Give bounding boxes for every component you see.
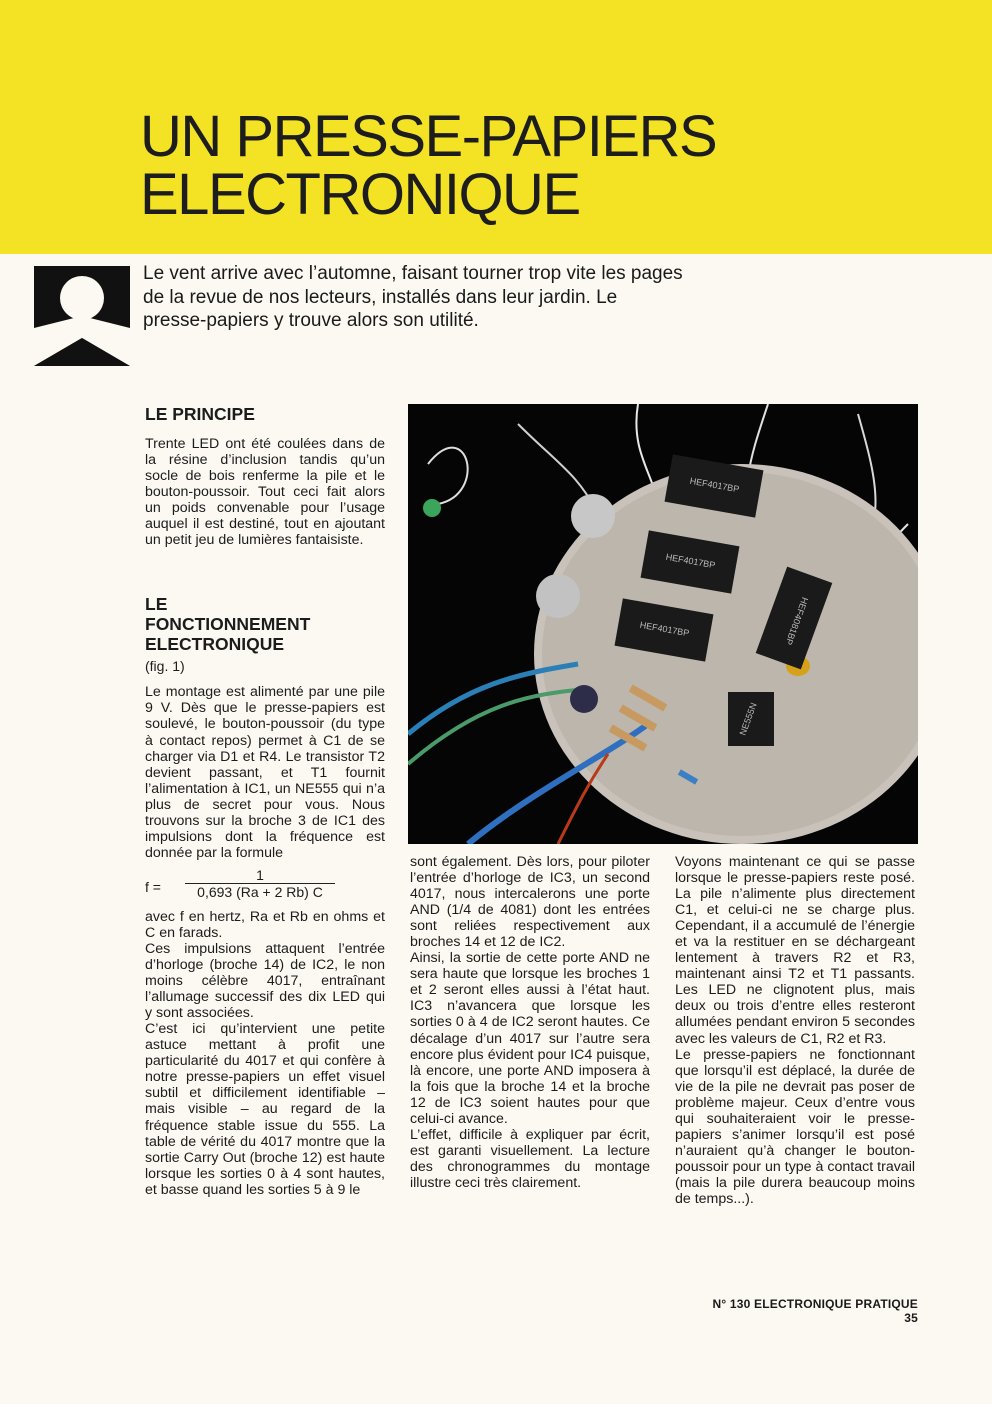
chip-label: HEF4017BP xyxy=(665,551,717,571)
column-2 xyxy=(410,854,650,1191)
chip-label: NE555N xyxy=(737,701,759,737)
formula-denominator: 0,693 (Ra + 2 Rb) C xyxy=(197,883,323,900)
column-1 xyxy=(145,404,385,1198)
heading-fonct-line-2: FONCTIONNEMENT xyxy=(145,614,311,635)
impulsions-paragraph: Ces impulsions attaquent l’entrée d’horloge (broche 14) de IC2, le non moins célèbre 4017, entraînant l’allumage successif des dix LED qui y sont associées. xyxy=(145,940,385,1022)
magazine-logo-icon xyxy=(34,266,130,366)
col2-paragraph-2: Ainsi, la sortie de cette porte AND ne sera haute que lorsque les broches 1 et 2 seront elles aussi à l’état haut. IC3 n’avancera que lorsque les sorties 0 à 4 de IC2 seront hautes. Ce décalage d’un 4017 sur l’autre sera encore plus évident pour IC4 puisque, là encore, une porte AND imposera à la fois que la broche 14 et la broche 12 de IC3 soient hautes pour que celui-ci avance. xyxy=(410,950,650,1127)
heading-fonctionnement xyxy=(145,594,385,654)
title-line-2: ELECTRONIQUE xyxy=(140,162,580,227)
formula-fraction xyxy=(185,867,335,900)
units-paragraph: avec f en hertz, Ra et Rb en ohms et C en farads. xyxy=(145,908,385,941)
column-3 xyxy=(675,854,915,1207)
chip-label: HEF4017BP xyxy=(689,475,741,495)
col3-paragraph-1: Voyons maintenant ce qui se passe lorsque le presse-papiers reste posé. La pile n’alimente plus directement C1, et celui-ci ne se charge plus. Cependant, il a accumulé de l’énergie et va la restituer en se déchargeant lentement à travers R2 et R3, maintenant ainsi T2 et T1 passants. Les LED ne clignotent plus, mais deux ou trois d’entre elles resteront allumées pendant environ 5 secondes avec les valeurs de C1, R2 et R3. xyxy=(675,854,915,1047)
chip-label: HEF4017BP xyxy=(639,619,691,639)
principe-paragraph: Trente LED ont été coulées dans de la résine d’inclusion tandis qu’un socle de bois renferme la pile et le bouton-poussoir. Tout ceci fait alors un poids convenable pour l’usage auquel il est destiné, tout en ajoutant un petit jeu de lumières fantaisiste. xyxy=(145,436,385,549)
figure-reference: (fig. 1) xyxy=(145,658,185,675)
formula-numerator: 1 xyxy=(185,867,335,884)
article-title xyxy=(140,104,717,227)
col3-paragraph-2: Le presse-papiers ne fonctionnant que lorsqu’il est déplacé, la durée de vie de la pile ne devrait pas poser de problème majeur. Ceux d’entre vous qui souhaiteraient voir le presse-papiers s’animer lorsqu’il est posé n’auraient qu’à changer le bouton-poussoir pour un type à contact travail (mais la pile durera beaucoup moins de temps...). xyxy=(675,1046,915,1207)
intro-paragraph: Le vent arrive avec l’automne, faisant tourner trop vite les pages de la revue de nos lecteurs, installés dans leur jardin. Le presse-papiers y trouve alors son utilité. xyxy=(143,263,683,331)
circuit-photo xyxy=(408,404,918,844)
col2-paragraph-3: L’effet, difficile à expliquer par écrit, est garanti visuellement. La lecture des chronogrammes du montage illustre ceci très clairement. xyxy=(410,1126,650,1191)
heading-fonct-line-1: LE xyxy=(145,594,168,615)
heading-fonct-line-3: ELECTRONIQUE xyxy=(145,634,285,655)
astuce-paragraph: C’est ici qu’intervient une petite astuce mettant à profit une particularité du 4017 et qui confère à notre presse-papiers un effet visuel subtil et difficilement identifiable – mais visible – au regard de la fréquence stable issue du 555. La table de vérité du 4017 montre que la sortie Carry Out (broche 12) est haute lorsque les sorties 0 à 4 sont hautes, et basse quand les sorties 5 à 9 le xyxy=(145,1021,385,1198)
col2-paragraph-1: sont également. Dès lors, pour piloter l’entrée d’horloge de IC3, un second 4017, nous intercalerons une porte AND (1/4 de 4081) dont les entrées sont reliées respectivement aux broches 14 et 12 de IC2. xyxy=(410,854,650,951)
chip-label: HEF4081BP xyxy=(783,595,811,647)
title-line-1: UN PRESSE-PAPIERS xyxy=(140,104,717,169)
formula-lhs: f = xyxy=(145,878,161,895)
fonctionnement-paragraph: Le montage est alimenté par une pile 9 V. Dès que le presse-papiers est soulevé, le bouton-poussoir (du type à contact repos) permet à C1 de se charger via D1 et R4. Le transistor T2 devient passant, et T1 fournit l’alimentation à IC1, un NE555 qui n’a plus de secret pour vous. Nous trouvons sur la broche 3 de IC1 des impulsions dont la fréquence est donnée par la formule xyxy=(145,684,385,861)
frequency-formula xyxy=(145,867,385,899)
circuit-board-illustration xyxy=(408,404,918,844)
heading-principe: LE PRINCIPE xyxy=(145,404,255,424)
page-footer: N° 130 ELECTRONIQUE PRATIQUE 35 xyxy=(712,1297,918,1325)
